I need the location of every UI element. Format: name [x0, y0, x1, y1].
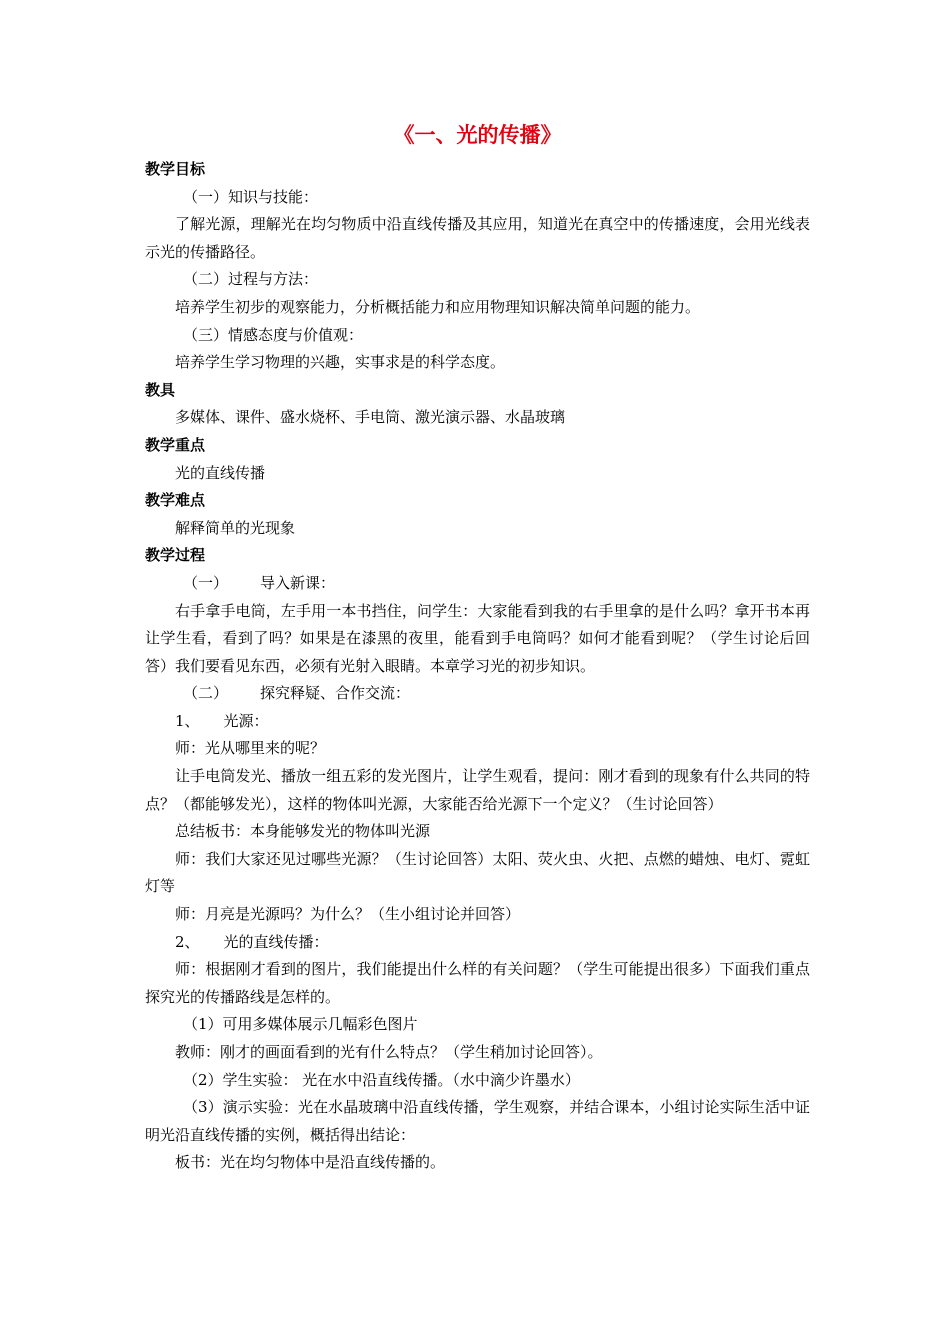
question-2: 师：月亮是光源吗？为什么？（生小组讨论并回答） [175, 905, 521, 924]
objectives-paragraph-2: 培养学生初步的观察能力，分析概括能力和应用物理知识解决简单问题的能力。 [175, 297, 701, 316]
difficulty-heading: 教学难点 [145, 491, 206, 510]
topic-1-number: 1、 [175, 711, 200, 730]
item-3: （3）演示实验：光在水晶玻璃中沿直线传播，学生观察，并结合课本，小组讨论实际生活中证明光沿直线传播的实例，概括得出结论： [145, 1098, 810, 1144]
objectives-section-2: （二）过程与方法： [183, 270, 319, 289]
item-1-teacher: 教师：刚才的画面看到的光有什么特点？（学生稍加讨论回答）。 [175, 1043, 603, 1061]
topic-1-label: 光源： [223, 711, 269, 730]
objectives-section-3: （三）情感态度与价值观： [183, 325, 364, 344]
key-heading: 教学重点 [145, 435, 206, 454]
process-section-2-label: 探究释疑、合作交流： [260, 684, 411, 703]
objectives-paragraph-1: 了解光源，理解光在均匀物质中沿直线传播及其应用，知道光在真空中的传播速度，会用光线表示光的传播路径。 [145, 215, 810, 261]
process-section-1-label: 导入新课： [260, 573, 336, 592]
topic-2 [145, 929, 810, 957]
process-paragraph-4: 师：根据刚才看到的图片，我们能提出什么样的有关问题？（学生可能提出很多）下面我们重点探究光的传播路线是怎样的。 [145, 960, 810, 1006]
topic-1 [145, 708, 810, 736]
process-section-2 [145, 680, 810, 708]
process-paragraph-3: 师：我们大家还见过哪些光源？（生讨论回答）太阳、荧火虫、火把、点燃的蜡烛、电灯、霓虹灯等 [145, 849, 810, 896]
process-paragraph-2: 让手电筒发光、播放一组五彩的发光图片，让学生观看，提问：刚才看到的现象有什么共同的特点？（都能够发光），这样的物体叫光源，大家能否给光源下一个定义？（生讨论回答） [145, 767, 810, 813]
board-note-2: 板书：光在均匀物体中是沿直线传播的。 [175, 1153, 446, 1172]
process-paragraph-1: 右手拿手电筒，左手用一本书挡住，问学生：大家能看到我的右手里拿的是什么吗？拿开书本再让学生看，看到了吗？如果是在漆黑的夜里，能看到手电筒吗？如何才能看到呢？（学生讨论后回答）我们要看见东西，必须有光射入眼睛。本章学习光的初步知识。 [145, 601, 810, 675]
topic-2-number: 2、 [175, 932, 200, 951]
process-section-1-number: （一） [183, 573, 229, 592]
process-heading: 教学过程 [145, 546, 206, 565]
tools-heading: 教具 [145, 380, 176, 399]
objectives-heading: 教学目标 [145, 160, 206, 178]
difficulty-text: 解释简单的光现象 [175, 518, 296, 537]
topic-2-label: 光的直线传播： [223, 932, 329, 951]
board-note-1: 总结板书：本身能够发光的物体叫光源 [175, 822, 431, 841]
process-section-1 [145, 570, 810, 598]
process-section-2-number: （二） [183, 684, 229, 703]
objectives-paragraph-3: 培养学生学习物理的兴趣，实事求是的科学态度。 [175, 353, 506, 372]
page-title: 《一、光的传播》 [393, 123, 562, 147]
tools-text: 多媒体、课件、盛水烧杯、手电筒、激光演示器、水晶玻璃 [175, 408, 566, 427]
document-page [145, 118, 810, 1177]
key-text: 光的直线传播 [175, 463, 266, 482]
item-1: （1）可用多媒体展示几幅彩色图片 [183, 1015, 418, 1034]
objectives-section-1: （一）知识与技能： [183, 187, 319, 206]
item-2: （2）学生实验： 光在水中沿直线传播。（水中滴少许墨水） [183, 1070, 580, 1089]
question-1: 师：光从哪里来的呢？ [175, 739, 326, 758]
